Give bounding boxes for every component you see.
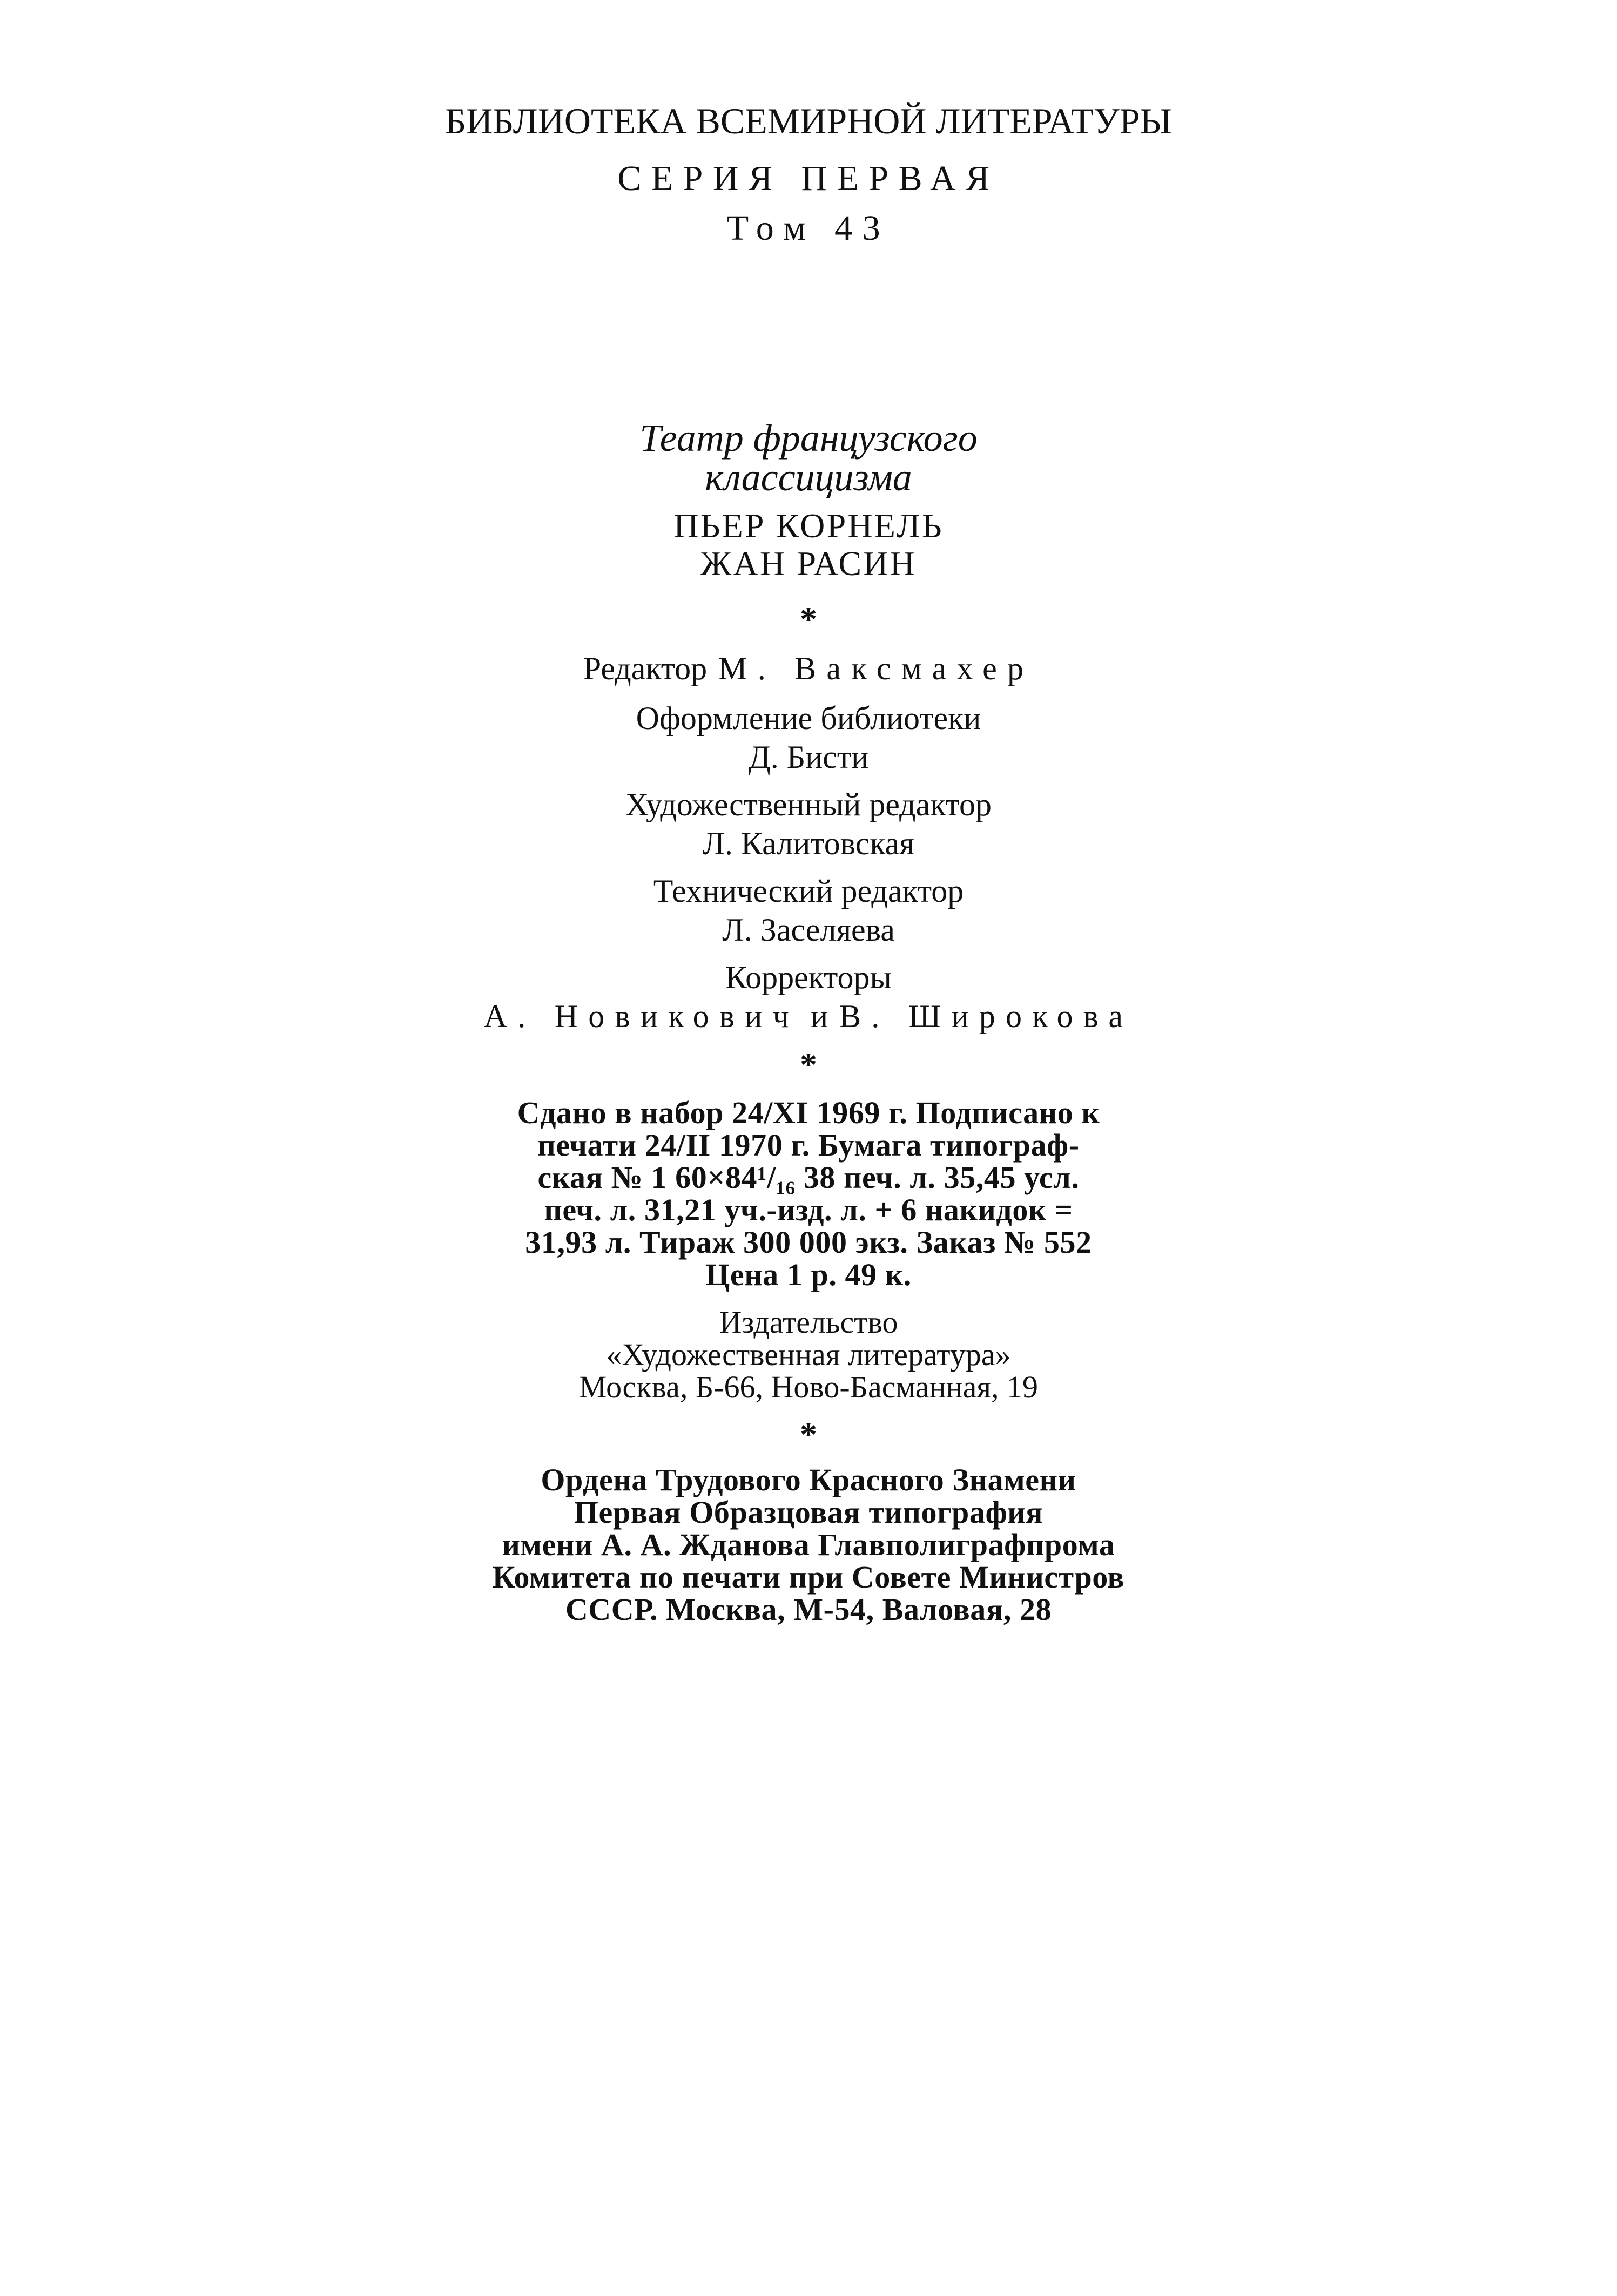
- separator-star-1: *: [800, 600, 817, 638]
- book-title-line-1: Театр французского: [639, 416, 978, 460]
- editor-credit: [0, 652, 1617, 685]
- tech-editor-role: Технический редактор: [653, 873, 964, 909]
- printer-line-1: Ордена Трудового Красного Знамени: [541, 1462, 1076, 1497]
- art-editor-role: Художественный редактор: [625, 787, 992, 822]
- proofreaders-role: Корректоры: [725, 960, 892, 995]
- editor-role: Редактор: [583, 651, 708, 686]
- design-name: Д. Бисти: [748, 739, 869, 775]
- imprint-line-5: 31,93 л. Тираж 300 000 экз. Заказ № 552: [525, 1225, 1092, 1260]
- imprint-line-2: печати 24/II 1970 г. Бумага типограф-: [537, 1127, 1080, 1163]
- series-number: СЕРИЯ ПЕРВАЯ: [617, 159, 1000, 198]
- design-role: Оформление библиотеки: [636, 700, 981, 736]
- author-corneille: ПЬЕР КОРНЕЛЬ: [673, 507, 944, 545]
- separator-star-3: *: [800, 1415, 817, 1454]
- publisher-name: «Художественная литература»: [606, 1337, 1011, 1372]
- editor-name: М. Ваксмахер: [718, 651, 1034, 686]
- separator-star-2: *: [800, 1045, 817, 1084]
- printer-line-2: Первая Образцовая типография: [574, 1495, 1043, 1530]
- proofreaders-names: [0, 1000, 1617, 1032]
- art-editor-name: Л. Калитовская: [703, 826, 914, 861]
- imprint-line-3: ская № 1 60×84¹/₁₆ 38 печ. л. 35,45 усл.: [537, 1160, 1080, 1195]
- tech-editor-name: Л. Заселяева: [722, 912, 895, 948]
- proofreader-1: А. Новикович: [483, 998, 799, 1034]
- printer-line-3: имени А. А. Жданова Главполиграфпрома: [502, 1527, 1115, 1562]
- printer-line-4: Комитета по печати при Совете Министров: [492, 1559, 1125, 1595]
- price: Цена 1 р. 49 к.: [705, 1257, 912, 1292]
- printer-line-5: СССР. Москва, М-54, Валовая, 28: [565, 1592, 1052, 1627]
- volume-number: Том 43: [726, 208, 891, 248]
- publisher-label: Издательство: [719, 1305, 898, 1340]
- imprint-line-1: Сдано в набор 24/XI 1969 г. Подписано к: [517, 1095, 1100, 1130]
- proofreader-2: В. Широкова: [839, 998, 1134, 1034]
- imprint-line-4: печ. л. 31,21 уч.-изд. л. + 6 накидок =: [544, 1192, 1073, 1227]
- series-library-title: БИБЛИОТЕКА ВСЕМИРНОЙ ЛИТЕРАТУРЫ: [445, 100, 1172, 141]
- author-racine: ЖАН РАСИН: [700, 544, 917, 583]
- book-title-line-2: классицизма: [705, 456, 912, 499]
- proofreader-and: и: [810, 998, 828, 1034]
- publisher-address: Москва, Б-66, Ново-Басманная, 19: [578, 1369, 1038, 1404]
